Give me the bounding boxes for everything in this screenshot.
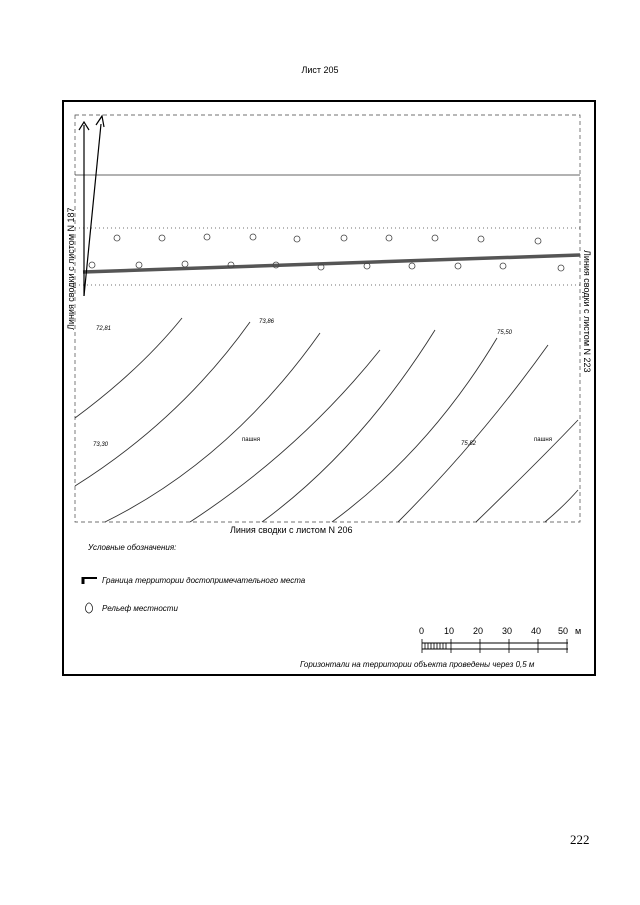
page-number: 222 <box>570 832 590 847</box>
contour-label: 73,30 <box>93 442 109 448</box>
label-left: Линия сводки с листом N 187 <box>66 207 76 330</box>
label-bottom: Линия сводки с листом N 206 <box>230 525 353 535</box>
contour-label: 73,86 <box>259 319 275 325</box>
scale-tick-label: 0 <box>419 626 425 636</box>
scale-tick-label: 20 <box>473 626 484 636</box>
land-label: пашня <box>534 437 552 443</box>
legend-label: Граница территории достопримечательного места <box>102 575 306 585</box>
scale-tick-label: 50 <box>558 626 569 636</box>
scale-tick-label: 30 <box>502 626 513 636</box>
label-right: Линия сводки с листом N 223 <box>582 250 592 373</box>
contour-label: 75,82 <box>461 441 477 447</box>
sheet-title: Лист 205 <box>301 65 339 75</box>
land-label: пашня <box>242 437 260 443</box>
scale-tick-label: 10 <box>444 626 455 636</box>
legend-label: Рельеф местности <box>102 603 178 613</box>
legend-title: Условные обозначения: <box>88 543 177 552</box>
scale-tick-label: 40 <box>531 626 542 636</box>
contour-label: 72,81 <box>96 326 112 332</box>
contour-label: 75,50 <box>497 330 513 336</box>
contour-note: Горизонтали на территории объекта проведены через 0,5 м <box>300 660 535 669</box>
scale-unit: м <box>575 626 582 636</box>
